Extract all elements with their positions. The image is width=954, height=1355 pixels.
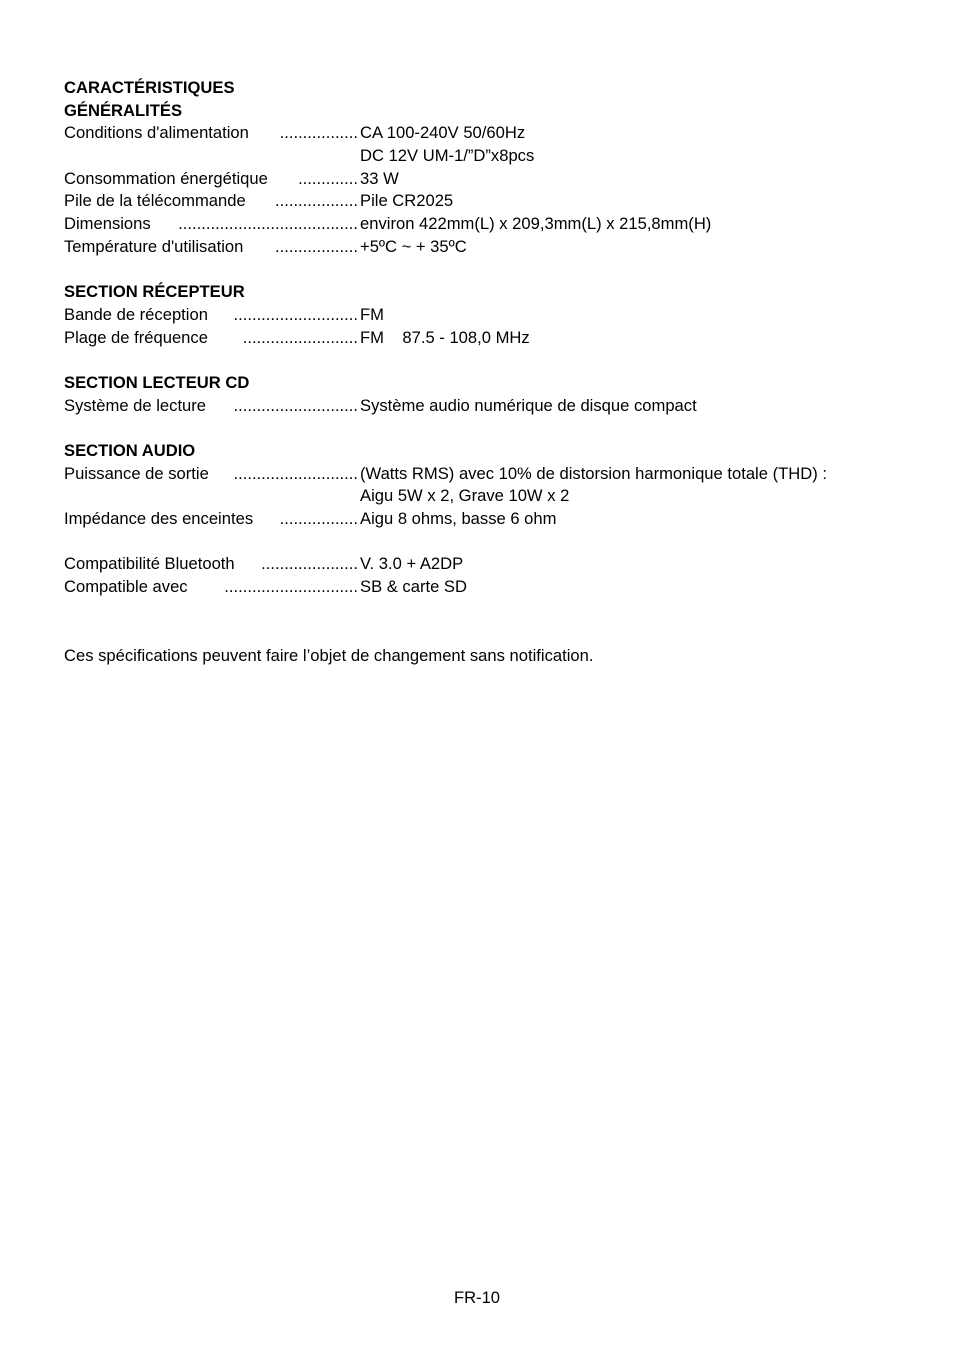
leader-dots: ............. [298,168,358,188]
leader-dots: ........................... [233,463,358,483]
spec-value: +5ºC ~ + 35ºC [360,236,467,256]
leader-dots: .................. [275,236,358,256]
leader-dots: ..................... [261,554,358,574]
spec-row [64,236,894,259]
leader-dots: ....................................... [178,214,358,234]
section-heading-audio: SECTION AUDIO [64,441,196,460]
leader-dots: .................. [275,191,358,211]
spec-label: Bande de réception [64,304,213,324]
spec-value: Aigu 5W x 2, Grave 10W x 2 [360,486,570,506]
spec-row [64,508,894,531]
spec-label: Impédance des enceintes [64,509,258,529]
spec-label: Puissance de sortie [64,463,214,483]
leader-dots: ................. [279,123,358,143]
spec-value: SB & carte SD [360,577,467,597]
spec-row [64,304,894,327]
leader-dots: ................. [279,509,358,529]
spec-row [64,463,894,486]
spec-value: CA 100-240V 50/60Hz [360,123,526,143]
spec-label: Consommation énergétique [64,168,268,188]
spec-row [64,485,894,508]
leader-dots: ............................. [224,577,358,597]
spec-value: 33 W [360,168,399,188]
spec-label: Température d'utilisation [64,236,248,256]
section-heading-general: GÉNÉRALITÉS [64,100,183,120]
spec-label: Dimensions [64,214,156,234]
spec-row [64,190,894,213]
spec-value: V. 3.0 + A2DP [360,554,464,574]
section-heading-receiver: SECTION RÉCEPTEUR [64,282,245,302]
leader-dots: ........................... [233,304,358,324]
spec-label: Système de lecture [64,395,207,415]
spec-row [64,327,894,350]
spec-row [64,553,894,576]
spec-group-receiver [64,304,894,349]
spec-row [64,213,894,236]
leader-dots: ........................... [233,395,358,415]
spec-value: Système audio numérique de disque compact [360,395,697,415]
spec-group-audio [64,463,894,531]
leader-dots: ......................... [242,327,358,347]
section-heading-cd: SECTION LECTEUR CD [64,372,250,392]
spec-label: Pile de la télécommande [64,191,246,211]
spec-row [64,576,894,599]
spec-group-cd [64,395,894,418]
spec-value: FM 87.5 - 108,0 MHz [360,327,530,347]
spec-sheet [64,77,894,599]
spec-group-connectivity [64,553,894,598]
page-number: FR-10 [453,1288,501,1307]
spec-row [64,122,894,145]
spec-label: Conditions d'alimentation [64,123,254,143]
spec-value: DC 12V UM-1/”D”x8pcs [360,146,535,166]
spec-row [64,168,894,191]
spec-value: environ 422mm(L) x 209,3mm(L) x 215,8mm(H) [360,214,712,234]
spec-row [64,395,894,418]
spec-value: (Watts RMS) avec 10% de distorsion harmonique totale (THD) : [360,463,827,483]
spec-value: Aigu 8 ohms, basse 6 ohm [360,509,557,529]
spec-label: Compatible avec [64,577,202,597]
spec-group-general [64,122,894,258]
spec-value: Pile CR2025 [360,191,454,211]
spec-row [64,145,894,168]
spec-value: FM [360,304,384,324]
spec-label: Compatibilité Bluetooth [64,554,240,574]
spec-label: Plage de fréquence [64,327,222,347]
disclaimer-note: Ces spécifications peuvent faire l’objet de changement sans notification. [64,646,594,665]
page-title: CARACTÉRISTIQUES [64,78,235,97]
